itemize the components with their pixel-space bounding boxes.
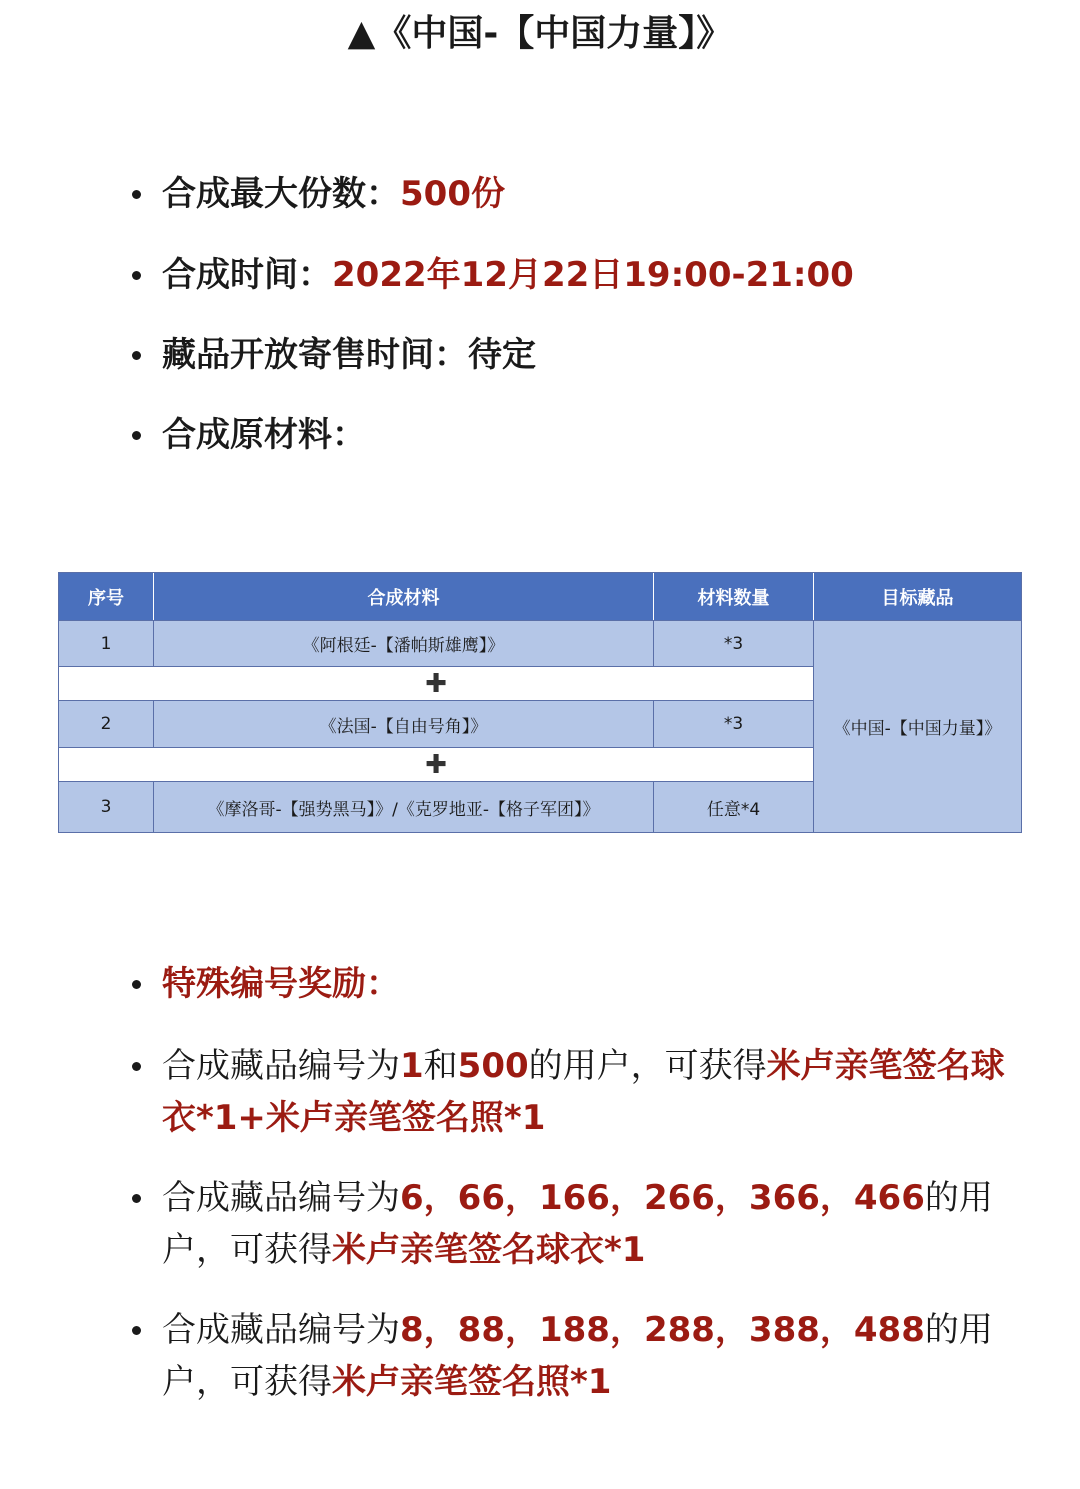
table-header-qty: 材料数量 (654, 573, 814, 620)
page-title: ▲《中国-【中国力量】》 (347, 13, 733, 54)
table-cell-material: 《法国-【自由号角】》 (154, 700, 654, 747)
reward-prize: 米卢亲笔签名球衣*1+米卢亲笔签名照*1 (162, 1046, 1005, 1138)
max-copies-label: 合成最大份数： (162, 174, 400, 214)
reward-text: 和 (423, 1046, 458, 1086)
table-cell-qty: *3 (654, 620, 814, 666)
table-cell-no: 3 (59, 781, 154, 832)
materials-table (58, 572, 1022, 833)
reward-text: 合成藏品编号为 (162, 1178, 400, 1218)
bullet-dot (132, 271, 141, 280)
time-item (132, 249, 1022, 301)
table-cell-no: 1 (59, 620, 154, 666)
table-header-material: 合成材料 (154, 573, 654, 620)
reward-number: 500 (457, 1046, 529, 1086)
reward-item (132, 1172, 1022, 1276)
max-copies-item (132, 168, 1022, 220)
bullet-dot (132, 1062, 141, 1071)
reward-item (132, 1304, 1022, 1408)
bullet-dot (132, 980, 141, 989)
reward-text: 的用户，可获得 (528, 1046, 767, 1086)
reward-number: 8，88，188，288，388，488 (400, 1310, 925, 1350)
time-value: 2022年12月22日19:00-21:00 (332, 255, 854, 295)
materials-item (132, 409, 1022, 461)
materials-label: 合成原材料： (162, 415, 366, 455)
reward-number: 6，66，166，266，366，466 (400, 1178, 925, 1218)
reward-heading-item (132, 958, 1022, 1010)
plus-icon: ✚ (59, 747, 814, 781)
table-cell-material: 《摩洛哥-【强势黑马】》/《克罗地亚-【格子军团】》 (154, 781, 654, 832)
reward-text: 合成藏品编号为 (162, 1046, 400, 1086)
bullet-dot (132, 1326, 141, 1335)
reward-text: 的用户，可获得 (162, 1310, 993, 1402)
reward-text: 的用户，可获得 (162, 1178, 993, 1270)
reward-text: 合成藏品编号为 (162, 1310, 400, 1350)
sale-label: 藏品开放寄售时间：待定 (162, 335, 536, 375)
sale-item (132, 329, 1022, 381)
bullet-dot (132, 431, 141, 440)
reward-heading: 特殊编号奖励： (162, 964, 400, 1004)
reward-prize: 米卢亲笔签名球衣*1 (332, 1230, 646, 1270)
table-cell-target: 《中国-【中国力量】》 (814, 620, 1021, 832)
plus-icon: ✚ (59, 666, 814, 700)
bullet-dot (132, 351, 141, 360)
bullet-dot (132, 1194, 141, 1203)
reward-item (132, 1040, 1022, 1144)
reward-prize: 米卢亲笔签名照*1 (332, 1362, 612, 1402)
time-label: 合成时间： (162, 255, 332, 295)
table-cell-qty: *3 (654, 700, 814, 747)
table-header-target: 目标藏品 (814, 573, 1021, 620)
table-cell-qty: 任意*4 (654, 781, 814, 832)
table-cell-material: 《阿根廷-【潘帕斯雄鹰】》 (154, 620, 654, 666)
table-cell-no: 2 (59, 700, 154, 747)
table-header-no: 序号 (59, 573, 154, 620)
bullet-dot (132, 190, 141, 199)
max-copies-value: 500份 (400, 174, 505, 214)
reward-number: 1 (400, 1046, 424, 1086)
